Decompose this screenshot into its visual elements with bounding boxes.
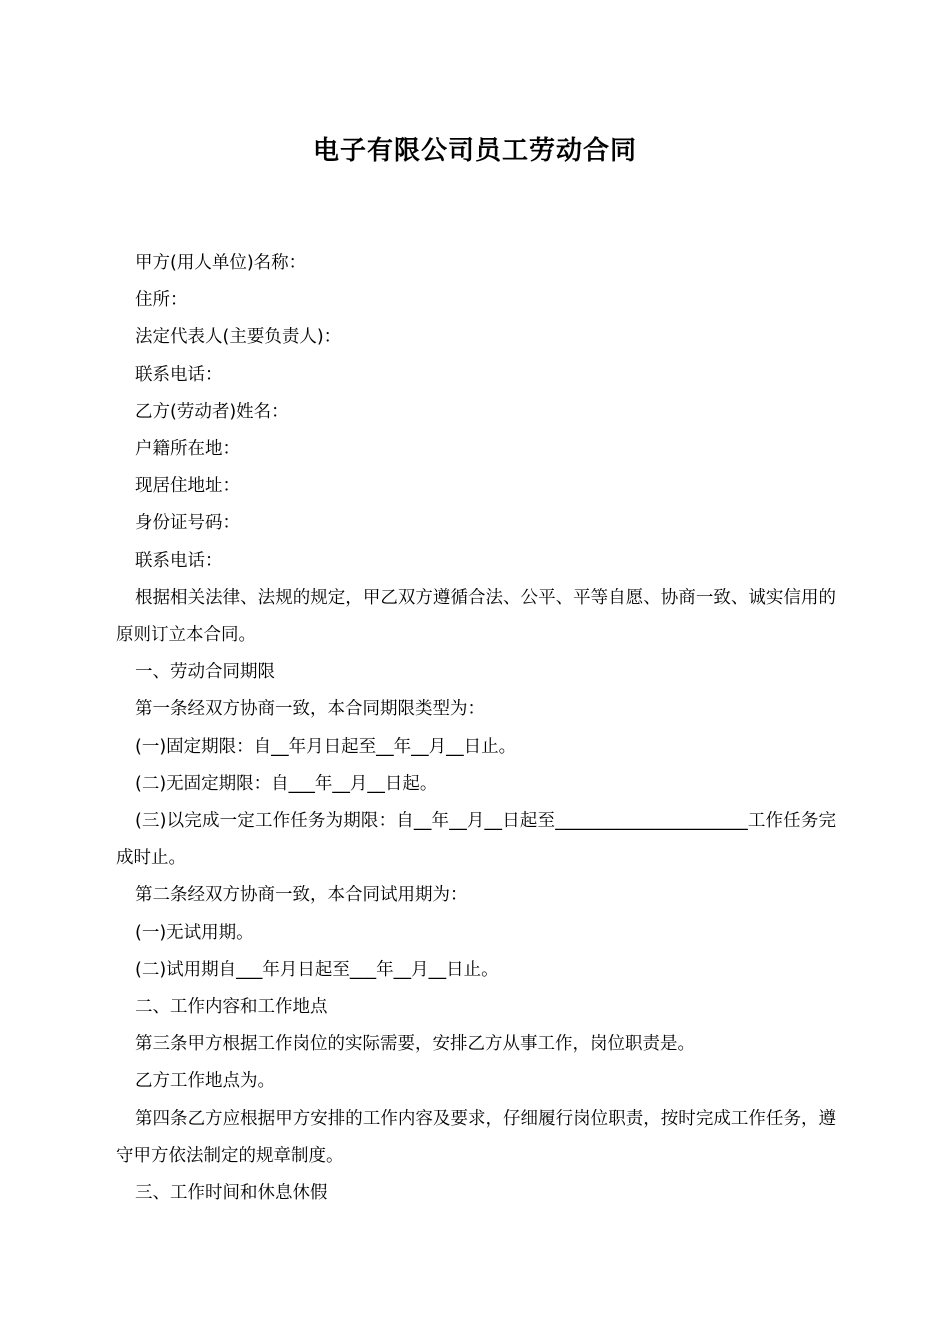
party-a-representative-line: 法定代表人(主要负责人)： [135, 327, 342, 348]
section-heading-term: 一、劳动合同期限 [135, 662, 275, 683]
article-1-item-2: (二)无固定期限：自___年__月__日起。 [135, 773, 438, 794]
party-b-name-line: 乙方(劳动者)姓名： [135, 401, 289, 422]
party-b-residence-line: 现居住地址： [135, 476, 240, 497]
party-a-phone-line: 联系电话： [135, 364, 223, 385]
section-heading-hours: 三、工作时间和休息休假 [135, 1183, 328, 1204]
article-2: 第二条经双方协商一致，本合同试用期为： [135, 885, 468, 906]
party-b-id-line: 身份证号码： [135, 513, 240, 534]
section-heading-work: 二、工作内容和工作地点 [135, 997, 328, 1018]
work-location-line: 乙方工作地点为。 [135, 1071, 275, 1092]
preamble-paragraph: 根据相关法律、法规的规定，甲乙双方遵循合法、公平、平等自愿、协商一致、诚实信用的原则订立本合同。 [116, 587, 836, 646]
document-title: 电子有限公司员工劳动合同 [312, 136, 637, 166]
party-b-household-line: 户籍所在地： [135, 439, 240, 460]
article-2-item-2: (二)试用期自___年月日起至___年__月__日止。 [135, 959, 499, 980]
article-1-item-3: (三)以完成一定工作任务为期限：自__年__月__日起至______________________工作任务完成时止。 [116, 811, 836, 869]
article-4: 第四条乙方应根据甲方安排的工作内容及要求，仔细履行岗位职责，按时完成工作任务，遵守甲方依法制定的规章制度。 [116, 1108, 836, 1166]
party-b-phone-line: 联系电话： [135, 550, 223, 571]
document-body [116, 245, 836, 1212]
party-a-name-line: 甲方(用人单位)名称： [135, 253, 307, 273]
article-1: 第一条经双方协商一致，本合同期限类型为： [135, 699, 485, 720]
article-1-item-1: (一)固定期限：自__年月日起至__年__月__日止。 [135, 736, 517, 757]
article-2-item-1: (一)无试用期。 [135, 922, 254, 943]
party-a-address-line: 住所： [135, 290, 188, 311]
article-3: 第三条甲方根据工作岗位的实际需要，安排乙方从事工作，岗位职责是。 [135, 1034, 695, 1055]
